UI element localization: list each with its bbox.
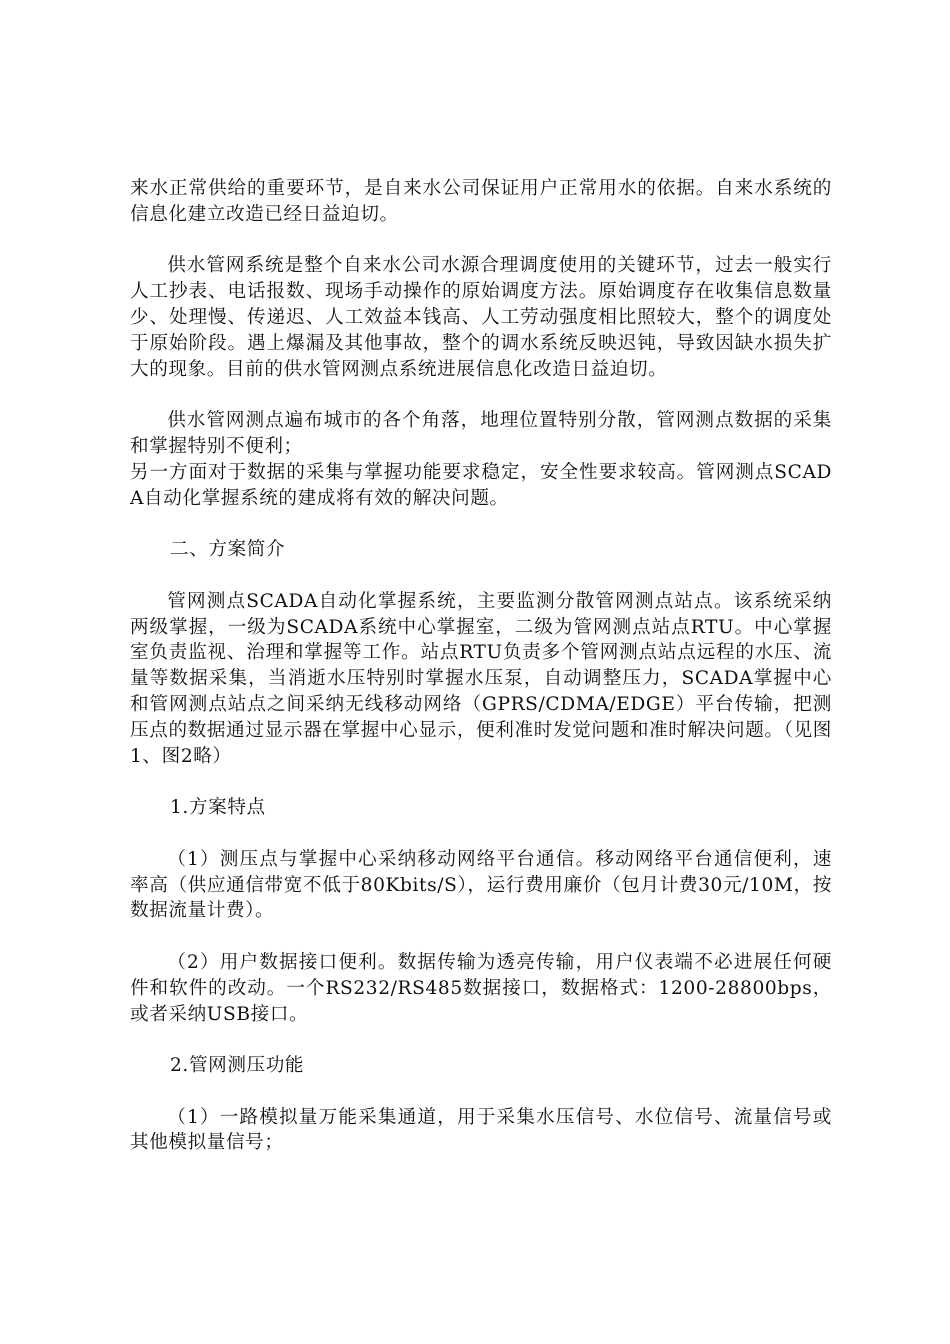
- paragraph-line: 供水管网测点遍布城市的各个角落，地理位置特别分散，管网测点数据的采集和掌握特别不便利；: [130, 410, 832, 457]
- paragraph-measurement-points: [130, 408, 832, 511]
- paragraph-line: 另一方面对于数据的采集与掌握功能要求稳定，安全性要求较高。管网测点SCADA自动化掌握系统的建成将有效的解决问题。: [130, 461, 832, 509]
- paragraph-analog-channel: （1）一路模拟量万能采集通道，用于采集水压信号、水位信号、流量信号或其他模拟量信号；: [130, 1106, 832, 1154]
- paragraph-water-supply-importance: 来水正常供给的重要环节，是自来水公司保证用户正常用水的依据。自来水系统的信息化建立改造已经日益迫切。: [130, 178, 832, 225]
- document-page: [130, 176, 832, 1182]
- paragraph-feature-mobile-network: （1）测压点与掌握中心采纳移动网络平台通信。移动网络平台通信便利，速率高（供应通信带宽不低于80Kbits/S），运行费用廉价（包月计费30元/10M，按数据流量计费）。: [130, 848, 832, 922]
- paragraph-feature-data-interface: （2）用户数据接口便利。数据传输为透亮传输，用户仪表端不必进展任何硬件和软件的改动。一个RS232/RS485数据接口，数据格式：1200-28800bps，或者采纳USB接口。: [130, 951, 832, 1025]
- section-heading-pressure-functions: 2.管网测压功能: [170, 1055, 305, 1077]
- paragraph-pipe-network-status: 供水管网系统是整个自来水公司水源合理调度使用的关键环节，过去一般实行人工抄表、电话报数、现场手动操作的原始调度方法。原始调度存在收集信息数量少、处理慢、传递迟、人工效益本钱高、人工劳动强度相比照较大，整个的调度处于原始阶段。遇上爆漏及其他事故，整个的调水系统反映迟钝，导致因缺水损失扩大的现象。目前的供水管网测点系统进展信息化改造日益迫切。: [130, 255, 832, 380]
- paragraph-scada-system: 管网测点SCADA自动化掌握系统，主要监测分散管网测点站点。该系统采纳两级掌握，一级为SCADA系统中心掌握室，二级为管网测点站点RTU。中心掌握室负责监视、治理和掌握等工作。站点RTU负责多个管网测点站点远程的水压、流量等数据采集，当消逝水压特别时掌握水压泵，自动调整压力，SCADA掌握中心和管网测点站点之间采纳无线移动网络（GPRS/CDMA/EDGE）平台传输，把测压点的数据通过显示器在掌握中心显示，便利准时发觉问题和准时解决问题。（见图1、图2略）: [130, 590, 832, 767]
- section-heading-plan-features: 1.方案特点: [170, 797, 266, 819]
- section-heading-plan-intro: 二、方案简介: [170, 539, 286, 561]
